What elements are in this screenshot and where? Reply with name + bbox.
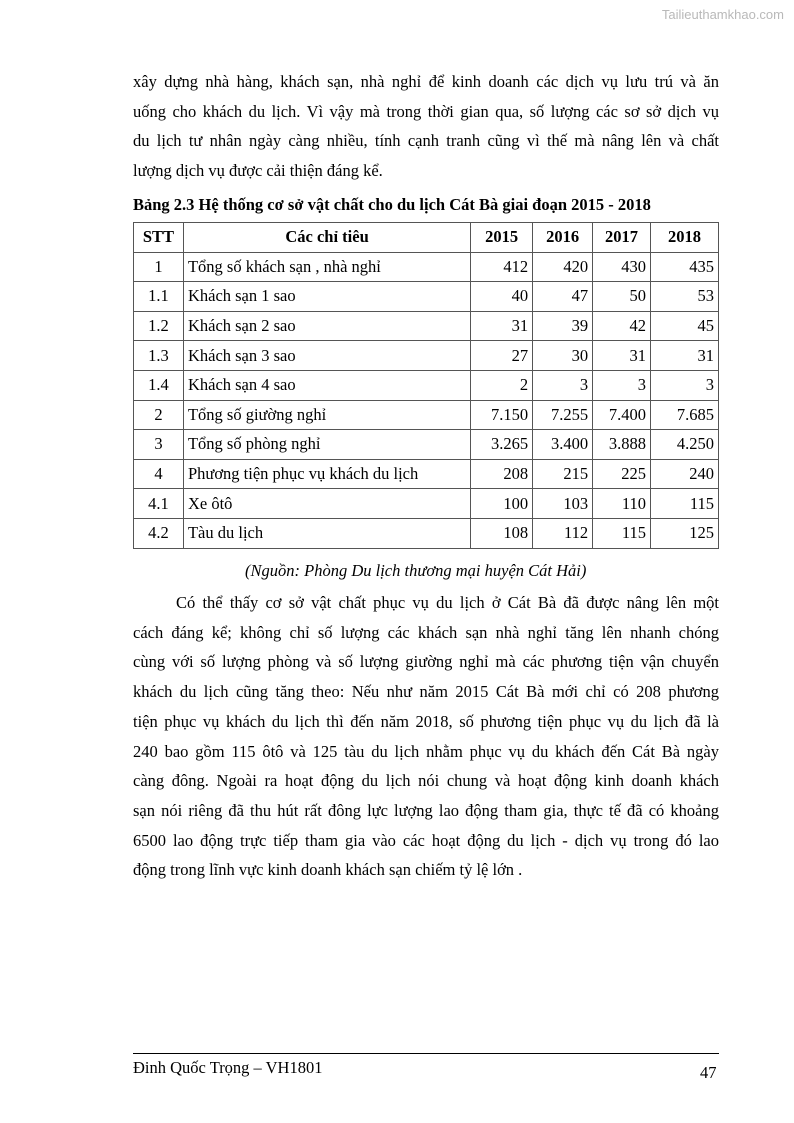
cell-indicator: Khách sạn 1 sao (183, 282, 470, 312)
cell-2015: 27 (471, 341, 533, 371)
cell-2017: 115 (593, 518, 651, 548)
table-row (134, 459, 719, 489)
cell-2018: 435 (651, 252, 719, 282)
body-line: cùng với số lượng phòng và số lượng giường nghỉ mà các phương tiện vận chuyển (133, 652, 719, 672)
cell-2016: 7.255 (533, 400, 593, 430)
table-source-note: (Nguồn: Phòng Du lịch thương mại huyện Cát Hải) (245, 561, 587, 580)
cell-2015: 108 (471, 518, 533, 548)
cell-indicator: Khách sạn 3 sao (183, 341, 470, 371)
cell-stt: 4 (134, 459, 184, 489)
cell-2018: 45 (651, 311, 719, 341)
body-line: cách đáng kể; không chỉ số lượng các khách sạn nhà nghỉ tăng lên nhanh chóng (133, 622, 719, 642)
table-row (134, 400, 719, 430)
cell-2018: 7.685 (651, 400, 719, 430)
body-line: tiện phục vụ khách du lịch thì đến năm 2018, số phương tiện phục vụ du lịch đã là (133, 711, 719, 731)
header-2017: 2017 (593, 223, 651, 253)
cell-2015: 40 (471, 282, 533, 312)
body-line: khách du lịch cũng tăng theo: Nếu như năm 2015 Cát Bà mới chỉ có 208 phương (133, 682, 719, 702)
cell-stt: 1.3 (134, 341, 184, 371)
cell-2016: 3.400 (533, 430, 593, 460)
cell-2015: 2 (471, 370, 533, 400)
cell-2015: 208 (471, 459, 533, 489)
cell-2018: 53 (651, 282, 719, 312)
body-paragraph (133, 588, 719, 885)
table-header-row (134, 223, 719, 253)
intro-line: xây dựng nhà hàng, khách sạn, nhà nghỉ để kinh doanh các dịch vụ lưu trú và ăn (133, 72, 719, 91)
cell-2017: 3.888 (593, 430, 651, 460)
body-line: 240 bao gồm 115 ôtô và 125 tàu du lịch nhằm phục vụ du khách đến Cát Bà ngày (133, 741, 719, 761)
body-line: 6500 lao động trực tiếp tham gia vào các hoạt động du lịch - dịch vụ trong đó lao (133, 830, 719, 850)
cell-2017: 31 (593, 341, 651, 371)
cell-2018: 240 (651, 459, 719, 489)
cell-2015: 31 (471, 311, 533, 341)
header-2018: 2018 (651, 223, 719, 253)
cell-2015: 7.150 (471, 400, 533, 430)
cell-2017: 50 (593, 282, 651, 312)
header-stt: STT (134, 223, 184, 253)
cell-2015: 100 (471, 489, 533, 519)
page-number: 47 (700, 1063, 717, 1082)
body-line: càng đông. Ngoài ra hoạt động du lịch nói chung và hoạt động kinh doanh khách (133, 771, 719, 791)
body-line: sạn nói riêng đã thu hút rất đông lực lượng lao động tham gia, thực tế đã có khoảng (133, 800, 719, 820)
cell-2017: 42 (593, 311, 651, 341)
footer-author: Đinh Quốc Trọng – VH1801 (133, 1058, 323, 1077)
cell-2018: 3 (651, 370, 719, 400)
table-row (134, 430, 719, 460)
cell-indicator: Tổng số phòng nghỉ (183, 430, 470, 460)
cell-indicator: Tổng số khách sạn , nhà nghỉ (183, 252, 470, 282)
cell-2017: 430 (593, 252, 651, 282)
header-2015: 2015 (471, 223, 533, 253)
cell-indicator: Tàu du lịch (183, 518, 470, 548)
cell-indicator: Xe ôtô (183, 489, 470, 519)
cell-stt: 1.1 (134, 282, 184, 312)
cell-2017: 7.400 (593, 400, 651, 430)
body-line: Có thể thấy cơ sở vật chất phục vụ du lịch ở Cát Bà đã được nâng lên một (176, 593, 719, 612)
intro-line: lượng dịch vụ được cải thiện đáng kể. (133, 161, 383, 181)
cell-stt: 2 (134, 400, 184, 430)
watermark: Tailieuthamkhao.com (661, 7, 784, 22)
cell-2017: 110 (593, 489, 651, 519)
table-row (134, 370, 719, 400)
header-indicators: Các chỉ tiêu (183, 223, 470, 253)
cell-2018: 125 (651, 518, 719, 548)
table-row (134, 518, 719, 548)
cell-2018: 4.250 (651, 430, 719, 460)
cell-indicator: Phương tiện phục vụ khách du lịch (183, 459, 470, 489)
cell-2017: 225 (593, 459, 651, 489)
cell-2018: 31 (651, 341, 719, 371)
cell-stt: 4.1 (134, 489, 184, 519)
cell-2016: 112 (533, 518, 593, 548)
footer-divider (133, 1053, 719, 1054)
cell-2016: 3 (533, 370, 593, 400)
cell-2015: 412 (471, 252, 533, 282)
infrastructure-table (133, 222, 719, 549)
cell-2018: 115 (651, 489, 719, 519)
intro-line: uống cho khách du lịch. Vì vậy mà trong thời gian qua, số lượng các sơ sở dịch vụ (133, 101, 719, 121)
cell-stt: 1 (134, 252, 184, 282)
table-row (134, 252, 719, 282)
cell-2016: 420 (533, 252, 593, 282)
cell-2016: 215 (533, 459, 593, 489)
cell-2016: 47 (533, 282, 593, 312)
cell-stt: 1.4 (134, 370, 184, 400)
cell-stt: 1.2 (134, 311, 184, 341)
cell-indicator: Tổng số giường nghỉ (183, 400, 470, 430)
cell-2015: 3.265 (471, 430, 533, 460)
cell-stt: 4.2 (134, 518, 184, 548)
table-row (134, 489, 719, 519)
header-2016: 2016 (533, 223, 593, 253)
cell-indicator: Khách sạn 2 sao (183, 311, 470, 341)
table-row (134, 341, 719, 371)
table-caption: Bảng 2.3 Hệ thống cơ sở vật chất cho du lịch Cát Bà giai đoạn 2015 - 2018 (133, 195, 651, 214)
cell-indicator: Khách sạn 4 sao (183, 370, 470, 400)
cell-2016: 39 (533, 311, 593, 341)
cell-2017: 3 (593, 370, 651, 400)
cell-2016: 103 (533, 489, 593, 519)
table-row (134, 311, 719, 341)
body-line: động trong lĩnh vực kinh doanh khách sạn chiếm tỷ lệ lớn . (133, 860, 523, 880)
table-row (134, 282, 719, 312)
intro-line: du lịch tư nhân ngày càng nhiều, tính cạnh tranh cũng vì thế mà nâng lên và chất (133, 131, 719, 151)
cell-stt: 3 (134, 430, 184, 460)
intro-paragraph (133, 67, 719, 186)
cell-2016: 30 (533, 341, 593, 371)
